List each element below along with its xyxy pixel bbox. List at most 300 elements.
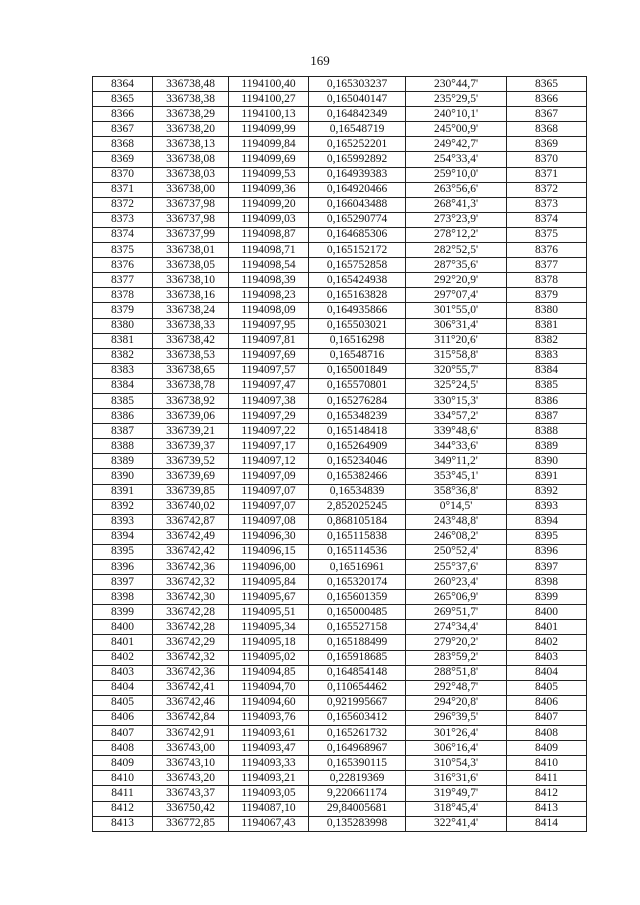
table-row — [93, 590, 587, 605]
cell-point-to: 8371 — [507, 167, 587, 182]
cell-direction-angle: 263°56,6' — [406, 182, 507, 197]
cell-distance: 0,165382466 — [309, 469, 406, 484]
cell-x-coordinate: 336739,85 — [153, 484, 229, 499]
cell-point-to: 8386 — [507, 393, 587, 408]
cell-distance: 0,165152172 — [309, 243, 406, 258]
table-row — [93, 650, 587, 665]
cell-x-coordinate: 336742,28 — [153, 620, 229, 635]
cell-point-to: 8389 — [507, 439, 587, 454]
cell-point-from: 8404 — [93, 680, 153, 695]
cell-point-to: 8388 — [507, 424, 587, 439]
table-row — [93, 499, 587, 514]
cell-y-coordinate: 1194097,12 — [229, 454, 309, 469]
cell-y-coordinate: 1194095,18 — [229, 635, 309, 650]
cell-distance: 0,165424938 — [309, 273, 406, 288]
cell-x-coordinate: 336739,37 — [153, 439, 229, 454]
table-row — [93, 514, 587, 529]
cell-x-coordinate: 336742,42 — [153, 544, 229, 559]
cell-direction-angle: 292°48,7' — [406, 680, 507, 695]
cell-distance: 0,16516298 — [309, 333, 406, 348]
cell-x-coordinate: 336739,06 — [153, 409, 229, 424]
table-row — [93, 393, 587, 408]
cell-point-to: 8376 — [507, 243, 587, 258]
cell-point-from: 8378 — [93, 288, 153, 303]
cell-distance: 0,165114536 — [309, 544, 406, 559]
cell-distance: 9,220661174 — [309, 786, 406, 801]
table-row — [93, 152, 587, 167]
cell-point-to: 8384 — [507, 363, 587, 378]
cell-point-to: 8395 — [507, 529, 587, 544]
cell-point-from: 8393 — [93, 514, 153, 529]
cell-direction-angle: 310°54,3' — [406, 756, 507, 771]
cell-direction-angle: 255°37,6' — [406, 560, 507, 575]
cell-y-coordinate: 1194087,10 — [229, 801, 309, 816]
cell-direction-angle: 246°08,2' — [406, 529, 507, 544]
cell-y-coordinate: 1194099,03 — [229, 212, 309, 227]
table-row — [93, 424, 587, 439]
cell-distance: 0,165390115 — [309, 756, 406, 771]
cell-direction-angle: 315°58,8' — [406, 348, 507, 363]
table-row — [93, 454, 587, 469]
table-row — [93, 786, 587, 801]
cell-point-from: 8366 — [93, 107, 153, 122]
cell-point-to: 8387 — [507, 409, 587, 424]
table-row — [93, 303, 587, 318]
cell-y-coordinate: 1194097,07 — [229, 484, 309, 499]
cell-point-from: 8412 — [93, 801, 153, 816]
cell-direction-angle: 288°51,8' — [406, 665, 507, 680]
table-row — [93, 529, 587, 544]
cell-x-coordinate: 336739,52 — [153, 454, 229, 469]
cell-distance: 0,165188499 — [309, 635, 406, 650]
cell-point-from: 8403 — [93, 665, 153, 680]
cell-y-coordinate: 1194098,54 — [229, 258, 309, 273]
cell-point-to: 8402 — [507, 635, 587, 650]
cell-point-to: 8413 — [507, 801, 587, 816]
cell-x-coordinate: 336750,42 — [153, 801, 229, 816]
table-row — [93, 680, 587, 695]
cell-y-coordinate: 1194097,38 — [229, 393, 309, 408]
cell-distance: 0,921995667 — [309, 695, 406, 710]
cell-x-coordinate: 336738,10 — [153, 273, 229, 288]
cell-point-to: 8366 — [507, 92, 587, 107]
cell-x-coordinate: 336742,32 — [153, 650, 229, 665]
table-row — [93, 122, 587, 137]
cell-x-coordinate: 336738,24 — [153, 303, 229, 318]
cell-direction-angle: 283°59,2' — [406, 650, 507, 665]
cell-distance: 0,165752858 — [309, 258, 406, 273]
cell-point-to: 8397 — [507, 560, 587, 575]
cell-point-from: 8408 — [93, 741, 153, 756]
cell-distance: 0,165252201 — [309, 137, 406, 152]
cell-y-coordinate: 1194093,61 — [229, 726, 309, 741]
cell-x-coordinate: 336742,49 — [153, 529, 229, 544]
cell-distance: 0,165503021 — [309, 318, 406, 333]
cell-distance: 2,852025245 — [309, 499, 406, 514]
cell-y-coordinate: 1194099,99 — [229, 122, 309, 137]
cell-direction-angle: 268°41,3' — [406, 197, 507, 212]
cell-y-coordinate: 1194099,84 — [229, 137, 309, 152]
cell-point-to: 8391 — [507, 469, 587, 484]
cell-direction-angle: 319°49,7' — [406, 786, 507, 801]
cell-distance: 0,16534839 — [309, 484, 406, 499]
cell-distance: 0,110654462 — [309, 680, 406, 695]
cell-point-from: 8364 — [93, 77, 153, 92]
cell-x-coordinate: 336738,20 — [153, 122, 229, 137]
cell-point-to: 8404 — [507, 665, 587, 680]
cell-point-to: 8405 — [507, 680, 587, 695]
table-row — [93, 816, 587, 831]
cell-point-from: 8386 — [93, 409, 153, 424]
cell-point-to: 8390 — [507, 454, 587, 469]
cell-x-coordinate: 336742,87 — [153, 514, 229, 529]
cell-y-coordinate: 1194095,84 — [229, 575, 309, 590]
cell-y-coordinate: 1194098,39 — [229, 273, 309, 288]
cell-point-from: 8394 — [93, 529, 153, 544]
cell-direction-angle: 282°52,5' — [406, 243, 507, 258]
cell-direction-angle: 292°20,9' — [406, 273, 507, 288]
cell-y-coordinate: 1194100,13 — [229, 107, 309, 122]
table-row — [93, 288, 587, 303]
cell-y-coordinate: 1194093,76 — [229, 710, 309, 725]
cell-x-coordinate: 336742,28 — [153, 605, 229, 620]
cell-x-coordinate: 336738,29 — [153, 107, 229, 122]
cell-x-coordinate: 336742,29 — [153, 635, 229, 650]
table-row — [93, 92, 587, 107]
cell-point-from: 8402 — [93, 650, 153, 665]
cell-x-coordinate: 336743,20 — [153, 771, 229, 786]
table-row — [93, 378, 587, 393]
cell-point-from: 8409 — [93, 756, 153, 771]
table-row — [93, 575, 587, 590]
cell-distance: 0,164939383 — [309, 167, 406, 182]
cell-point-from: 8400 — [93, 620, 153, 635]
cell-point-from: 8383 — [93, 363, 153, 378]
cell-x-coordinate: 336738,13 — [153, 137, 229, 152]
cell-point-from: 8371 — [93, 182, 153, 197]
cell-point-to: 8378 — [507, 273, 587, 288]
cell-y-coordinate: 1194099,69 — [229, 152, 309, 167]
cell-point-from: 8379 — [93, 303, 153, 318]
cell-direction-angle: 330°15,3' — [406, 393, 507, 408]
cell-point-from: 8390 — [93, 469, 153, 484]
cell-direction-angle: 274°34,4' — [406, 620, 507, 635]
cell-distance: 0,165276284 — [309, 393, 406, 408]
cell-point-to: 8370 — [507, 152, 587, 167]
cell-point-to: 8368 — [507, 122, 587, 137]
cell-distance: 0,165601359 — [309, 590, 406, 605]
cell-point-to: 8369 — [507, 137, 587, 152]
cell-point-from: 8405 — [93, 695, 153, 710]
cell-y-coordinate: 1194094,85 — [229, 665, 309, 680]
cell-direction-angle: 301°55,0' — [406, 303, 507, 318]
cell-y-coordinate: 1194097,07 — [229, 499, 309, 514]
cell-x-coordinate: 336742,36 — [153, 560, 229, 575]
cell-x-coordinate: 336743,37 — [153, 786, 229, 801]
cell-point-from: 8374 — [93, 227, 153, 242]
cell-point-to: 8372 — [507, 182, 587, 197]
table-row — [93, 227, 587, 242]
cell-y-coordinate: 1194097,17 — [229, 439, 309, 454]
cell-distance: 0,16548716 — [309, 348, 406, 363]
table-row — [93, 197, 587, 212]
cell-direction-angle: 301°26,4' — [406, 726, 507, 741]
cell-direction-angle: 230°44,7' — [406, 77, 507, 92]
cell-x-coordinate: 336738,42 — [153, 333, 229, 348]
cell-direction-angle: 265°06,9' — [406, 590, 507, 605]
cell-y-coordinate: 1194093,05 — [229, 786, 309, 801]
cell-y-coordinate: 1194099,36 — [229, 182, 309, 197]
cell-distance: 0,164920466 — [309, 182, 406, 197]
cell-point-from: 8369 — [93, 152, 153, 167]
table-row — [93, 318, 587, 333]
cell-x-coordinate: 336739,69 — [153, 469, 229, 484]
table-row — [93, 363, 587, 378]
cell-x-coordinate: 336738,03 — [153, 167, 229, 182]
cell-point-to: 8399 — [507, 590, 587, 605]
table-row — [93, 544, 587, 559]
cell-point-to: 8365 — [507, 77, 587, 92]
cell-y-coordinate: 1194097,08 — [229, 514, 309, 529]
cell-point-to: 8408 — [507, 726, 587, 741]
cell-point-to: 8396 — [507, 544, 587, 559]
cell-y-coordinate: 1194095,34 — [229, 620, 309, 635]
cell-y-coordinate: 1194067,43 — [229, 816, 309, 831]
cell-direction-angle: 0°14,5' — [406, 499, 507, 514]
cell-direction-angle: 318°45,4' — [406, 801, 507, 816]
cell-distance: 0,22819369 — [309, 771, 406, 786]
cell-point-to: 8373 — [507, 197, 587, 212]
cell-direction-angle: 316°31,6' — [406, 771, 507, 786]
table-row — [93, 665, 587, 680]
cell-point-from: 8367 — [93, 122, 153, 137]
cell-point-to: 8406 — [507, 695, 587, 710]
table-row — [93, 439, 587, 454]
cell-direction-angle: 250°52,4' — [406, 544, 507, 559]
table-row — [93, 620, 587, 635]
cell-distance: 0,165348239 — [309, 409, 406, 424]
cell-point-from: 8397 — [93, 575, 153, 590]
cell-point-from: 8376 — [93, 258, 153, 273]
table-row — [93, 137, 587, 152]
cell-point-from: 8398 — [93, 590, 153, 605]
table-row — [93, 801, 587, 816]
cell-point-from: 8392 — [93, 499, 153, 514]
table-row — [93, 409, 587, 424]
cell-y-coordinate: 1194097,81 — [229, 333, 309, 348]
cell-point-to: 8412 — [507, 786, 587, 801]
table-row — [93, 726, 587, 741]
cell-direction-angle: 243°48,8' — [406, 514, 507, 529]
cell-y-coordinate: 1194097,29 — [229, 409, 309, 424]
cell-x-coordinate: 336742,30 — [153, 590, 229, 605]
table-row — [93, 484, 587, 499]
cell-y-coordinate: 1194097,47 — [229, 378, 309, 393]
table-row — [93, 605, 587, 620]
cell-x-coordinate: 336737,99 — [153, 227, 229, 242]
cell-direction-angle: 306°16,4' — [406, 741, 507, 756]
cell-distance: 0,135283998 — [309, 816, 406, 831]
cell-x-coordinate: 336743,00 — [153, 741, 229, 756]
table-row — [93, 107, 587, 122]
cell-direction-angle: 249°42,7' — [406, 137, 507, 152]
table-row — [93, 710, 587, 725]
cell-distance: 0,165115838 — [309, 529, 406, 544]
cell-point-from: 8399 — [93, 605, 153, 620]
table-row — [93, 77, 587, 92]
cell-direction-angle: 287°35,6' — [406, 258, 507, 273]
cell-x-coordinate: 336743,10 — [153, 756, 229, 771]
cell-point-from: 8377 — [93, 273, 153, 288]
table-row — [93, 333, 587, 348]
cell-point-from: 8380 — [93, 318, 153, 333]
coordinates-table-body — [93, 77, 587, 832]
coordinates-table — [92, 76, 587, 832]
cell-y-coordinate: 1194095,67 — [229, 590, 309, 605]
cell-y-coordinate: 1194097,69 — [229, 348, 309, 363]
cell-y-coordinate: 1194096,15 — [229, 544, 309, 559]
cell-direction-angle: 325°24,5' — [406, 378, 507, 393]
cell-point-from: 8387 — [93, 424, 153, 439]
table-row — [93, 212, 587, 227]
cell-point-from: 8373 — [93, 212, 153, 227]
cell-distance: 0,166043488 — [309, 197, 406, 212]
table-row — [93, 469, 587, 484]
cell-distance: 0,164935866 — [309, 303, 406, 318]
cell-y-coordinate: 1194096,00 — [229, 560, 309, 575]
cell-direction-angle: 339°48,6' — [406, 424, 507, 439]
cell-y-coordinate: 1194095,02 — [229, 650, 309, 665]
cell-distance: 0,165303237 — [309, 77, 406, 92]
table-row — [93, 243, 587, 258]
cell-direction-angle: 349°11,2' — [406, 454, 507, 469]
cell-direction-angle: 273°23,9' — [406, 212, 507, 227]
cell-point-to: 8407 — [507, 710, 587, 725]
cell-direction-angle: 245°00,9' — [406, 122, 507, 137]
cell-x-coordinate: 336737,98 — [153, 197, 229, 212]
cell-point-from: 8368 — [93, 137, 153, 152]
cell-distance: 0,165290774 — [309, 212, 406, 227]
cell-direction-angle: 296°39,5' — [406, 710, 507, 725]
cell-point-from: 8375 — [93, 243, 153, 258]
cell-x-coordinate: 336742,46 — [153, 695, 229, 710]
cell-direction-angle: 269°51,7' — [406, 605, 507, 620]
cell-direction-angle: 259°10,0' — [406, 167, 507, 182]
cell-y-coordinate: 1194096,30 — [229, 529, 309, 544]
cell-distance: 0,16548719 — [309, 122, 406, 137]
cell-direction-angle: 353°45,1' — [406, 469, 507, 484]
cell-x-coordinate: 336738,16 — [153, 288, 229, 303]
cell-distance: 0,165527158 — [309, 620, 406, 635]
cell-point-to: 8409 — [507, 741, 587, 756]
cell-point-to: 8393 — [507, 499, 587, 514]
cell-distance: 0,165603412 — [309, 710, 406, 725]
cell-point-from: 8385 — [93, 393, 153, 408]
cell-direction-angle: 306°31,4' — [406, 318, 507, 333]
cell-point-to: 8392 — [507, 484, 587, 499]
cell-point-from: 8407 — [93, 726, 153, 741]
cell-x-coordinate: 336738,48 — [153, 77, 229, 92]
cell-point-to: 8375 — [507, 227, 587, 242]
cell-distance: 0,165163828 — [309, 288, 406, 303]
cell-direction-angle: 297°07,4' — [406, 288, 507, 303]
cell-distance: 0,165992892 — [309, 152, 406, 167]
cell-y-coordinate: 1194095,51 — [229, 605, 309, 620]
cell-distance: 0,165261732 — [309, 726, 406, 741]
cell-point-from: 8395 — [93, 544, 153, 559]
cell-x-coordinate: 336738,38 — [153, 92, 229, 107]
cell-x-coordinate: 336742,41 — [153, 680, 229, 695]
cell-point-from: 8401 — [93, 635, 153, 650]
cell-point-to: 8414 — [507, 816, 587, 831]
cell-direction-angle: 240°10,1' — [406, 107, 507, 122]
table-row — [93, 182, 587, 197]
cell-distance: 0,164968967 — [309, 741, 406, 756]
cell-point-to: 8410 — [507, 756, 587, 771]
cell-x-coordinate: 336740,02 — [153, 499, 229, 514]
cell-point-to: 8381 — [507, 318, 587, 333]
page-number: 169 — [310, 53, 330, 68]
table-row — [93, 771, 587, 786]
cell-point-from: 8388 — [93, 439, 153, 454]
cell-distance: 0,164842349 — [309, 107, 406, 122]
cell-point-to: 8398 — [507, 575, 587, 590]
cell-point-to: 8385 — [507, 378, 587, 393]
cell-y-coordinate: 1194100,40 — [229, 77, 309, 92]
table-row — [93, 273, 587, 288]
cell-point-to: 8374 — [507, 212, 587, 227]
cell-point-to: 8380 — [507, 303, 587, 318]
cell-x-coordinate: 336738,53 — [153, 348, 229, 363]
cell-distance: 0,165040147 — [309, 92, 406, 107]
cell-x-coordinate: 336738,01 — [153, 243, 229, 258]
cell-y-coordinate: 1194098,09 — [229, 303, 309, 318]
cell-x-coordinate: 336742,36 — [153, 665, 229, 680]
cell-point-to: 8377 — [507, 258, 587, 273]
table-row — [93, 741, 587, 756]
cell-y-coordinate: 1194094,70 — [229, 680, 309, 695]
cell-distance: 0,164685306 — [309, 227, 406, 242]
cell-y-coordinate: 1194098,23 — [229, 288, 309, 303]
cell-y-coordinate: 1194098,87 — [229, 227, 309, 242]
cell-x-coordinate: 336742,84 — [153, 710, 229, 725]
cell-point-to: 8401 — [507, 620, 587, 635]
cell-direction-angle: 344°33,6' — [406, 439, 507, 454]
cell-point-from: 8411 — [93, 786, 153, 801]
cell-point-from: 8389 — [93, 454, 153, 469]
cell-point-from: 8384 — [93, 378, 153, 393]
cell-distance: 0,165918685 — [309, 650, 406, 665]
cell-distance: 0,165570801 — [309, 378, 406, 393]
cell-point-from: 8381 — [93, 333, 153, 348]
cell-direction-angle: 320°55,7' — [406, 363, 507, 378]
cell-x-coordinate: 336738,05 — [153, 258, 229, 273]
cell-distance: 29,84005681 — [309, 801, 406, 816]
cell-x-coordinate: 336738,33 — [153, 318, 229, 333]
cell-distance: 0,165148418 — [309, 424, 406, 439]
cell-y-coordinate: 1194099,53 — [229, 167, 309, 182]
cell-point-to: 8379 — [507, 288, 587, 303]
cell-direction-angle: 279°20,2' — [406, 635, 507, 650]
cell-point-from: 8370 — [93, 167, 153, 182]
cell-distance: 0,165320174 — [309, 575, 406, 590]
cell-point-to: 8400 — [507, 605, 587, 620]
cell-x-coordinate: 336738,78 — [153, 378, 229, 393]
cell-point-to: 8411 — [507, 771, 587, 786]
cell-y-coordinate: 1194099,20 — [229, 197, 309, 212]
cell-point-from: 8396 — [93, 560, 153, 575]
cell-direction-angle: 294°20,8' — [406, 695, 507, 710]
